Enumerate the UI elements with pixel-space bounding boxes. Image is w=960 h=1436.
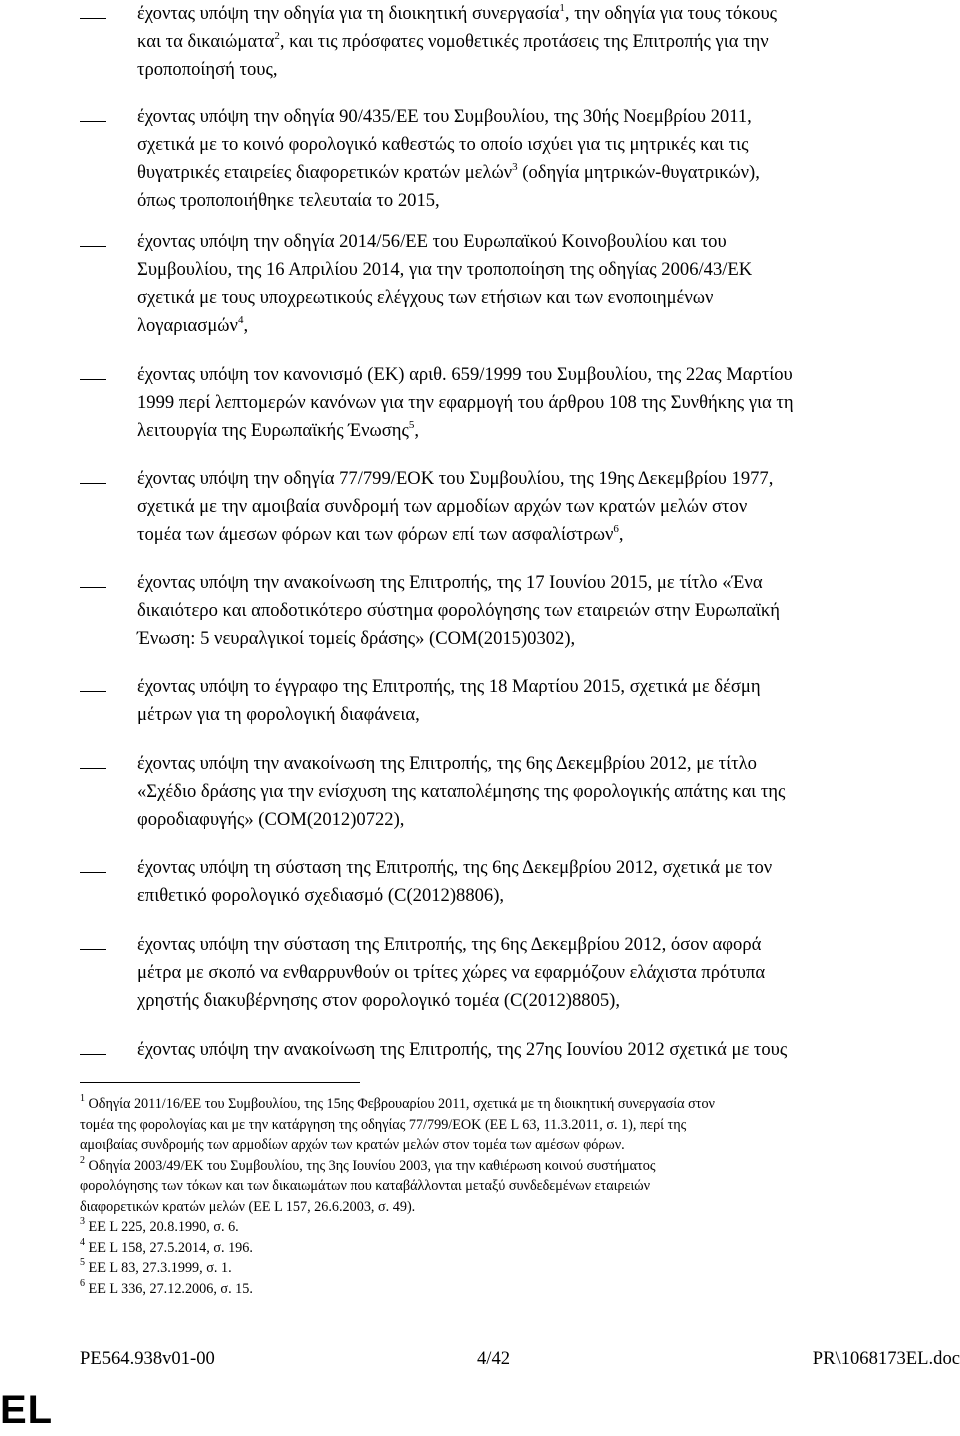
citation-line: μέτρα με σκοπό να ενθαρρυνθούν οι τρίτες χώρες να εφαρμόζουν ελάχιστα πρότυπα bbox=[137, 961, 766, 983]
page-footer bbox=[80, 1346, 960, 1372]
footnote-marker: 2 bbox=[274, 29, 280, 42]
citation-line: όπως τροποποιήθηκε τελευταία το 2015, bbox=[137, 189, 440, 211]
footnote-marker: 5 bbox=[80, 1257, 85, 1269]
footnote-line: $^5$ ΕΕ L 83, 27.3.1999, σ. 1. bbox=[80, 1257, 232, 1276]
citation-line: μέτρων για τη φορολογική διαφάνεια, bbox=[137, 703, 420, 725]
document-reference: PE564.938v01-00 bbox=[80, 1348, 215, 1369]
citation-line: έχοντας υπόψη την οδηγία για τη διοικητική συνεργασία$^1$, την οδηγία για τους τόκους bbox=[137, 1, 778, 24]
dash-bullet bbox=[80, 1054, 106, 1055]
citation-line: τροποποίησή τους, bbox=[137, 58, 278, 80]
footnote-line: διαφορετικών κρατών μελών (ΕΕ L 157, 26.6.2003, σ. 49). bbox=[80, 1198, 416, 1215]
citation-line: Ένωση: 5 νευραλγικοί τομείς δράσης» (COM(2015)0302), bbox=[137, 627, 576, 649]
citation-line: έχοντας υπόψη το έγγραφο της Επιτροπής, της 18 Μαρτίου 2015, σχετικά με δέσμη bbox=[137, 676, 761, 697]
dash-bullet bbox=[80, 949, 106, 950]
dash-bullet bbox=[80, 121, 106, 122]
footnote-line: $^3$ ΕΕ L 225, 20.8.1990, σ. 6. bbox=[80, 1216, 239, 1235]
footnote-marker: 1 bbox=[559, 1, 565, 14]
citation-line: Συμβουλίου, της 16 Απριλίου 2014, για την τροποποίηση της οδηγίας 2006/43/ΕΚ bbox=[137, 258, 753, 280]
dash-bullet bbox=[80, 768, 106, 769]
citation-text bbox=[137, 1036, 957, 1064]
citation-line: έχοντας υπόψη τον κανονισμό (ΕΚ) αριθ. 659/1999 του Συμβουλίου, της 22ας Μαρτίου bbox=[137, 364, 793, 385]
dash-bullet bbox=[80, 379, 106, 380]
footnote-marker: 2 bbox=[80, 1154, 85, 1166]
citation-line: έχοντας υπόψη την οδηγία 90/435/ΕΕ του Συμβουλίου, της 30ής Νοεμβρίου 2011, bbox=[137, 106, 752, 127]
footnote-list bbox=[80, 1094, 960, 1299]
dash-bullet bbox=[80, 18, 106, 19]
citation-line: έχοντας υπόψη την οδηγία 77/799/ΕΟΚ του Συμβουλίου, της 19ης Δεκεμβρίου 1977, bbox=[137, 468, 774, 489]
footnote-marker: 6 bbox=[613, 522, 619, 535]
footnote-separator bbox=[80, 1082, 360, 1083]
page-number: 4/42 bbox=[477, 1348, 511, 1369]
footnote-line: $^4$ ΕΕ L 158, 27.5.2014, σ. 196. bbox=[80, 1236, 253, 1256]
citation-line: έχοντας υπόψη την σύσταση της Επιτροπής, της 6ης Δεκεμβρίου 2012, όσον αφορά bbox=[137, 934, 762, 955]
footnote-marker: 3 bbox=[80, 1216, 85, 1228]
dash-bullet bbox=[80, 691, 106, 692]
citation-line: και τα δικαιώματα$^2$, και τις πρόσφατες νομοθετικές προτάσεις της Επιτροπής για την bbox=[137, 29, 769, 52]
dash-bullet bbox=[80, 587, 106, 588]
footnote-line: $^1$ Οδηγία 2011/16/ΕΕ του Συμβουλίου, της 15ης Φεβρουαρίου 2011, σχετικά με τη διοικητική συνεργασία στον bbox=[80, 1093, 715, 1112]
dash-bullet bbox=[80, 872, 106, 873]
citation-line: λογαριασμών$^4$, bbox=[137, 313, 249, 336]
citation-line: επιθετικό φορολογικό σχεδιασμό (C(2012)8806), bbox=[137, 884, 505, 906]
language-code: EL bbox=[0, 1388, 54, 1432]
citation-line: σχετικά με τους υποχρεωτικούς ελέγχους των ετήσιων και των ενοποιημένων bbox=[137, 286, 714, 308]
file-reference: PR\1068173EL.doc bbox=[812, 1348, 960, 1369]
citation-line: έχοντας υπόψη την οδηγία 2014/56/ΕΕ του Ευρωπαϊκού Κοινοβουλίου και του bbox=[137, 231, 727, 252]
citation-text bbox=[137, 931, 957, 1015]
citation-text bbox=[137, 103, 957, 215]
citation-text bbox=[137, 361, 957, 445]
footnote-line: $^2$ Οδηγία 2003/49/ΕΚ του Συμβουλίου, της 3ης Ιουνίου 2003, για την καθιέρωση κοινού συστήματος bbox=[80, 1154, 656, 1174]
citation-line: δικαιότερο και αποδοτικότερο σύστημα φορολόγησης των εταιρειών στην Ευρωπαϊκή bbox=[137, 599, 781, 621]
dash-bullet bbox=[80, 483, 106, 484]
footnote-marker: 1 bbox=[80, 1093, 85, 1105]
citation-text bbox=[137, 673, 957, 729]
citation-line: σχετικά με την αμοιβαία συνδρομή των αρμοδίων αρχών των κρατών μελών στον bbox=[137, 495, 748, 517]
footnote-marker: 3 bbox=[512, 160, 518, 173]
footnote-line: αμοιβαίας συνδρομής των αρμοδίων αρχών των κρατών μελών στον τομέα των αμέσων φόρων. bbox=[80, 1137, 625, 1153]
citation-text bbox=[137, 750, 957, 834]
citation-line: έχοντας υπόψη την ανακοίνωση της Επιτροπής, της 6ης Δεκεμβρίου 2012, με τίτλο bbox=[137, 753, 757, 774]
footnote-line: $^6$ ΕΕ L 336, 27.12.2006, σ. 15. bbox=[80, 1277, 253, 1297]
citation-line: λειτουργία της Ευρωπαϊκής Ένωσης$^5$, bbox=[137, 418, 420, 441]
citation-text bbox=[137, 569, 957, 653]
citation-line: «Σχέδιο δράσης για την ενίσχυση της καταπολέμησης της φορολογικής απάτης και της bbox=[137, 780, 786, 802]
citation-text bbox=[137, 854, 957, 910]
citation-line: 1999 περί λεπτομερών κανόνων για την εφαρμογή του άρθρου 108 της Συνθήκης για τη bbox=[137, 391, 794, 413]
dash-bullet bbox=[80, 246, 106, 247]
citation-line: τομέα των άμεσων φόρων και των φόρων επί των ασφαλίστρων$^6$, bbox=[137, 522, 624, 545]
citation-line: φοροδιαφυγής» (COM(2012)0722), bbox=[137, 808, 405, 830]
citation-text bbox=[137, 465, 957, 549]
footnote-marker: 5 bbox=[408, 418, 415, 431]
citation-line: έχοντας υπόψη την ανακοίνωση της Επιτροπής, της 27ης Ιουνίου 2012 σχετικά με τους bbox=[137, 1039, 788, 1060]
citation-text bbox=[137, 0, 957, 84]
footnote-line: τομέα της φορολογίας και με την κατάργηση της οδηγίας 77/799/ΕΟΚ (ΕΕ L 63, 11.3.2011, σ. 1), περί της bbox=[80, 1116, 687, 1133]
citation-line: έχοντας υπόψη την ανακοίνωση της Επιτροπής, της 17 Ιουνίου 2015, με τίτλο «Ένα bbox=[137, 572, 763, 593]
citation-line: χρηστής διακυβέρνησης στον φορολογικό τομέα (C(2012)8805), bbox=[137, 989, 621, 1011]
footnote-marker: 4 bbox=[237, 313, 244, 326]
citation-text bbox=[137, 228, 957, 340]
citation-line: σχετικά με το κοινό φορολογικό καθεστώς το οποίο ισχύει για τις μητρικές και τις bbox=[137, 133, 749, 155]
footnote-marker: 4 bbox=[80, 1236, 85, 1248]
citation-line: θυγατρικές εταιρείες διαφορετικών κρατών μελών$^3$ (οδηγία μητρικών-θυγατρικών), bbox=[137, 160, 760, 183]
footnote-marker: 6 bbox=[80, 1277, 85, 1289]
citation-line: έχοντας υπόψη τη σύσταση της Επιτροπής, της 6ης Δεκεμβρίου 2012, σχετικά με τον bbox=[137, 857, 773, 878]
footnote-line: φορολόγησης των τόκων και των δικαιωμάτων που καταβάλλονται μεταξύ συνδεδεμένων εταιρειών bbox=[80, 1178, 651, 1194]
